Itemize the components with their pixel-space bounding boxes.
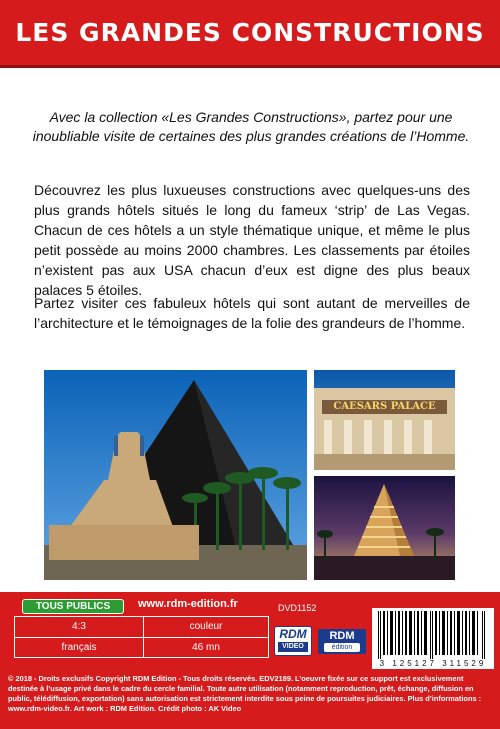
rdm-edition-logo-bottom: édition [324, 643, 360, 652]
title-banner [0, 0, 500, 68]
description-paragraph-1: Découvrez les plus luxueuses constructions avec quelques-uns des plus grands hôtels situés le long du fameux ‘strip’ de Las Vegas. Chacun de ces hôtels a un style thématique unique, et même le plus petit possède au moins 2000 chambres. Les classements par étoiles n’existent pas aux USA chacun d’eux est digne des plus beaux palaces 5 étoiles. [34, 182, 470, 298]
caesars-palace-photo [314, 370, 455, 470]
caesars-sign: CAESARS PALACE [333, 401, 436, 412]
dvd-code: DVD1152 [278, 603, 317, 613]
spec-color: couleur [189, 621, 223, 632]
rdm-video-logo-top: RDM [279, 627, 307, 641]
website-link[interactable]: www.rdm-edition.fr [138, 598, 238, 610]
barcode-bars [372, 611, 494, 661]
treasure-island-photo [314, 476, 455, 580]
spec-language: français [61, 642, 97, 653]
barcode-digits: 3 125127 311529 [379, 659, 487, 668]
description-paragraph-2: Partez visiter ces fabuleux hôtels qui sont autant de merveilles de l’architecture et le témoignages de la folie des grandeurs de l’homme. [34, 295, 470, 331]
barcode [372, 608, 494, 669]
table-divider [15, 637, 268, 638]
audience-badge: TOUS PUBLICS [22, 599, 124, 614]
rdm-video-logo [274, 626, 312, 656]
legal-notice: © 2018 - Droits exclusifs Copyright RDM Edition - Tous droits réservés. EDV2189. L’oeuvre fixée sur ce support est exclusivement destinée à l’usage privé dans le cadre du cercle familial. Toute autre utilisation (notamment reproduction, prêt, échange, diffusion en public, télédiffusion, exportation) sans autorisation est strictement interdite sous peine de poursuites judiciaires. Plus d’informations : www.rdm-video.fr. Art work : RDM Edition. Crédit photo : AK Video [8, 674, 482, 713]
luxor-illustration [44, 370, 307, 580]
cover-title: LES GRANDES CONSTRUCTIONS [15, 18, 485, 47]
rdm-edition-logo [318, 629, 366, 654]
specs-table [14, 616, 269, 658]
rdm-edition-logo-top: RDM [329, 630, 355, 642]
luxor-pyramid-photo [44, 370, 307, 580]
spec-aspect: 4:3 [72, 621, 86, 632]
spec-duration: 46 mn [192, 642, 220, 653]
rdm-video-logo-bottom: VIDEO [278, 642, 308, 652]
intro-text: Avec la collection «Les Grandes Constructions», partez pour une inoubliable visite de certaines des plus grandes créations de l’Homme. [32, 109, 470, 144]
